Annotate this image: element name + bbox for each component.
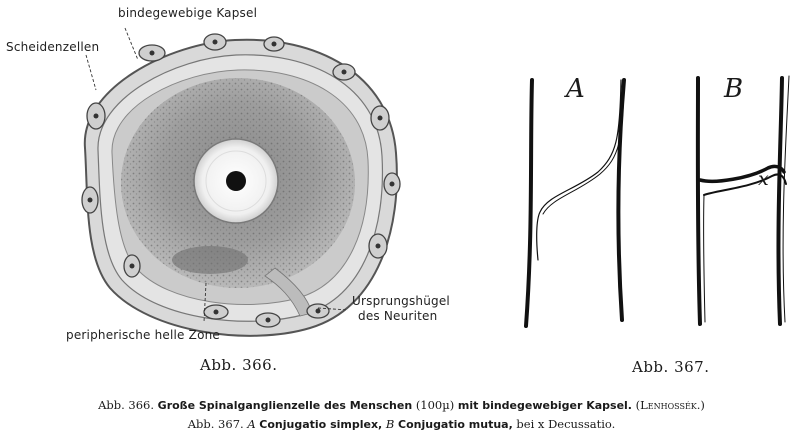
fiber-a-conjugation bbox=[537, 80, 621, 260]
label-des-neuriten: des Neuriten bbox=[358, 309, 438, 323]
fiber-b-right bbox=[778, 78, 782, 324]
caption1-bold2: mit bindegewebiger Kapsel. bbox=[457, 399, 632, 412]
caption-line-2 bbox=[0, 417, 803, 431]
caption2-prefix: Abb. 367. bbox=[187, 417, 244, 431]
fig367-label-a: A bbox=[566, 74, 586, 104]
fig367-label-x: x bbox=[758, 168, 770, 190]
caption-line-1 bbox=[0, 398, 803, 412]
caption2-b: B bbox=[385, 417, 395, 431]
conjugatio-diagram bbox=[500, 60, 800, 340]
fig367-number: Abb. 367. bbox=[632, 358, 710, 376]
label-scheidenzellen: Scheidenzellen bbox=[6, 40, 100, 54]
caption2-suffix: bei x Decussatio. bbox=[516, 417, 616, 431]
fig367-label-b: B bbox=[724, 74, 744, 104]
caption2-bold1: Conjugatio simplex, bbox=[259, 418, 383, 431]
caption2-bold2: Conjugatio mutua, bbox=[398, 418, 513, 431]
caption1-mid: (100µ) bbox=[415, 398, 455, 412]
label-peripherische-zone: peripherische helle Zone bbox=[66, 328, 220, 342]
caption1-bold1: Große Spinalganglienzelle des Menschen bbox=[157, 399, 413, 412]
fiber-a-left bbox=[526, 80, 532, 326]
caption1-prefix: Abb. 366. bbox=[98, 398, 155, 412]
label-bindegewebige-kapsel: bindegewebige Kapsel bbox=[118, 6, 258, 20]
label-ursprungshuegel: Ursprungshügel bbox=[352, 294, 450, 308]
fiber-b-left bbox=[698, 78, 700, 324]
fig366-number: Abb. 366. bbox=[200, 356, 278, 374]
fiber-b-bridge-upper bbox=[700, 166, 784, 181]
caption1-author: (Lenhossék.) bbox=[635, 398, 705, 412]
caption2-a: A bbox=[247, 417, 256, 431]
